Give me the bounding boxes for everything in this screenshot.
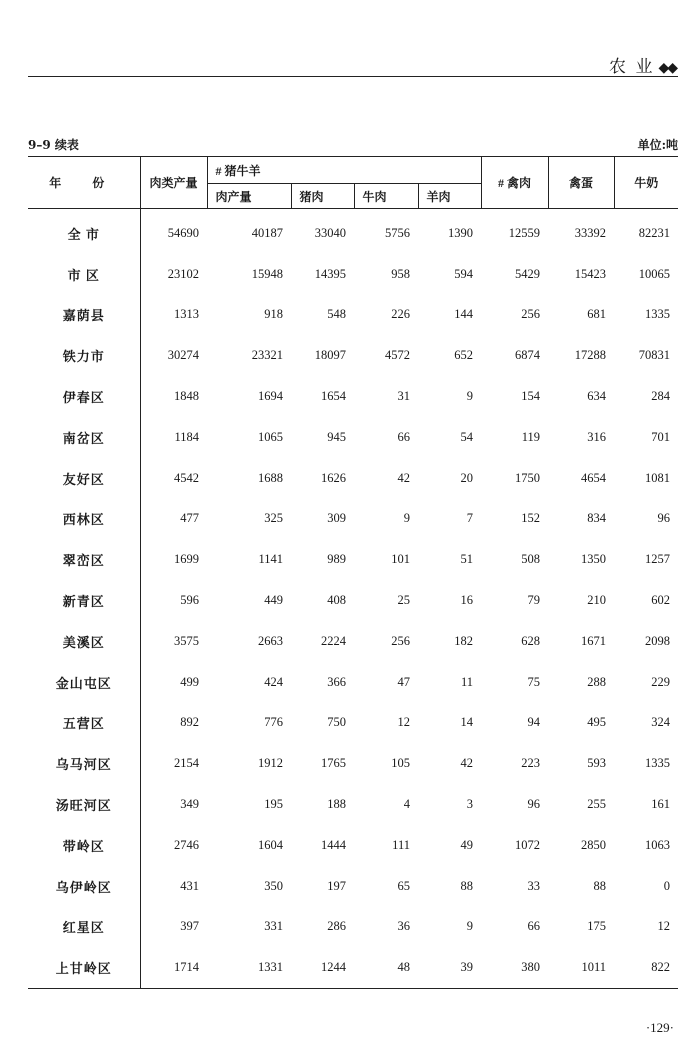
table-cell: 25 [397, 593, 410, 608]
table-cell: 94 [527, 715, 541, 730]
table-cell: 1626 [321, 470, 346, 485]
table-cell: 1313 [174, 307, 199, 322]
table-cell: 51 [460, 552, 474, 567]
table-cell: 284 [651, 389, 671, 404]
table-cell: 602 [651, 593, 671, 608]
table-cell: 255 [587, 797, 607, 812]
table-cell: 288 [587, 674, 607, 689]
table-cell: 834 [587, 511, 607, 526]
row-region: 友好区 [28, 458, 140, 499]
table-cell: 350 [264, 878, 283, 893]
row-region: 金山屯区 [28, 662, 140, 703]
table-cell: 223 [521, 756, 541, 771]
table-row [28, 209, 678, 254]
table-cell: 31 [397, 389, 410, 404]
header-milk: 牛奶 [614, 157, 678, 209]
table-cell: 256 [521, 307, 541, 322]
header-beef: 牛肉 [354, 184, 418, 209]
table-cell: 634 [587, 389, 607, 404]
table-cell: 349 [180, 797, 199, 812]
table-row [28, 703, 678, 744]
table-cell: 1072 [515, 837, 541, 852]
table-cell: 105 [391, 756, 410, 771]
table-cell: 47 [397, 674, 410, 689]
table-cell: 12 [397, 715, 410, 730]
header-meat-total: 肉类产量 [140, 157, 207, 209]
table-cell: 1604 [258, 837, 283, 852]
table-cell: 2850 [581, 837, 607, 852]
table-row [28, 417, 678, 458]
table-cell: 33 [527, 878, 541, 893]
table-cell: 366 [327, 674, 346, 689]
table-cell: 33392 [574, 225, 607, 240]
table-cell: 945 [327, 429, 346, 444]
table-cell: 88 [460, 878, 474, 893]
table-cell: 4 [403, 797, 410, 812]
page-number: ·129· [645, 1020, 674, 1035]
table-cell: 82231 [638, 225, 671, 240]
table-cell: 9 [466, 919, 474, 934]
row-region: 带岭区 [28, 825, 140, 866]
table-cell: 324 [651, 715, 671, 730]
table-cell: 380 [481, 947, 548, 988]
row-region: 上甘岭区 [28, 947, 140, 988]
row-region: 乌马河区 [28, 743, 140, 784]
table-cell: 1688 [258, 470, 283, 485]
table-cell: 449 [264, 593, 283, 608]
table-cell: 15948 [251, 266, 283, 281]
table-cell: 1390 [448, 225, 474, 240]
table-cell: 499 [180, 674, 199, 689]
table-cell: 652 [454, 348, 474, 363]
table-cell: 54690 [167, 225, 199, 240]
table-row [28, 784, 678, 825]
table-cell: 14395 [314, 266, 346, 281]
table-cell: 1714 [140, 947, 207, 988]
table-cell: 111 [392, 837, 410, 852]
table-cell: 1694 [258, 389, 283, 404]
table-cell: 0 [663, 878, 671, 893]
table-cell: 1699 [174, 552, 199, 567]
table-cell: 23102 [167, 266, 199, 281]
table-cell: 9 [403, 511, 410, 526]
table-cell: 2224 [321, 633, 346, 648]
table-cell: 65 [397, 878, 410, 893]
row-region: 新青区 [28, 580, 140, 621]
table-cell: 10065 [638, 266, 671, 281]
section-title: 农 业 [609, 57, 655, 77]
table-cell: 309 [327, 511, 346, 526]
table-cell: 154 [521, 389, 541, 404]
table-cell: 750 [327, 715, 346, 730]
table-cell: 195 [264, 797, 283, 812]
row-region: 美溪区 [28, 621, 140, 662]
table-cell: 6874 [515, 348, 541, 363]
table-cell: 397 [180, 919, 199, 934]
table-row [28, 499, 678, 540]
table-cell: 79 [527, 593, 541, 608]
table-cell: 3 [466, 797, 474, 812]
row-region: 汤旺河区 [28, 784, 140, 825]
table-cell: 1848 [174, 389, 199, 404]
table-unit: 单位:吨 [637, 138, 678, 152]
table-row [28, 621, 678, 662]
table-cell: 33040 [314, 225, 346, 240]
table-cell: 12 [657, 919, 671, 934]
table-cell: 2098 [645, 633, 671, 648]
table-cell: 593 [587, 756, 607, 771]
table-cell: 548 [327, 307, 346, 322]
table-cell: 48 [354, 947, 418, 988]
table-cell: 1444 [321, 837, 346, 852]
row-region: 市 区 [28, 254, 140, 295]
row-region: 南岔区 [28, 417, 140, 458]
table-cell: 1184 [174, 429, 199, 444]
running-head [609, 52, 676, 77]
table-cell: 701 [651, 429, 671, 444]
table-row [28, 662, 678, 703]
table-number: 9–9 续表 [28, 138, 79, 152]
table-cell: 5429 [515, 266, 541, 281]
table-cell: 5756 [385, 225, 410, 240]
table-cell: 175 [587, 919, 607, 934]
table-cell: 54 [460, 429, 474, 444]
table-cell: 892 [180, 715, 199, 730]
header-poultry: # 禽肉 [481, 157, 548, 209]
table-cell: 4572 [385, 348, 410, 363]
table-cell: 1081 [645, 470, 671, 485]
table-cell: 20 [460, 470, 474, 485]
table-cell: 596 [180, 593, 199, 608]
row-region: 西林区 [28, 499, 140, 540]
table-cell: 2663 [258, 633, 283, 648]
table-cell: 3575 [174, 633, 199, 648]
table-cell: 1141 [258, 552, 283, 567]
header-pork: 猪肉 [291, 184, 354, 209]
table-cell: 1063 [645, 837, 671, 852]
table-cell: 101 [391, 552, 410, 567]
header-pork-beef-mutton-total: 肉产量 [207, 184, 291, 209]
table-cell: 96 [657, 511, 671, 526]
table-row [28, 335, 678, 376]
table-cell: 229 [651, 674, 671, 689]
table-cell: 70831 [638, 348, 671, 363]
table-row [28, 458, 678, 499]
row-region: 乌伊岭区 [28, 866, 140, 907]
table-cell: 17288 [574, 348, 607, 363]
table-cell: 40187 [251, 225, 283, 240]
table-cell: 15423 [574, 266, 607, 281]
table-cell: 325 [264, 511, 283, 526]
table-cell: 1331 [207, 947, 291, 988]
table-cell: 210 [587, 593, 607, 608]
table-cell: 2154 [174, 756, 199, 771]
table-row [28, 825, 678, 866]
table-cell: 1065 [258, 429, 283, 444]
table-cell: 12559 [508, 225, 541, 240]
table-row [28, 907, 678, 948]
table-cell: 42 [460, 756, 474, 771]
table-cell: 16 [460, 593, 474, 608]
table-cell: 508 [521, 552, 541, 567]
row-region: 嘉荫县 [28, 295, 140, 336]
table-cell: 119 [521, 429, 541, 444]
table-cell: 1750 [515, 470, 541, 485]
header-mutton: 羊肉 [418, 184, 481, 209]
table-cell: 918 [264, 307, 283, 322]
table-cell: 226 [391, 307, 410, 322]
table-cell: 75 [527, 674, 541, 689]
table-cell: 424 [264, 674, 283, 689]
table-cell: 36 [397, 919, 410, 934]
table-cell: 958 [391, 266, 410, 281]
table-row [28, 254, 678, 295]
table-row [28, 580, 678, 621]
table-cell: 66 [527, 919, 541, 934]
table-cell: 1765 [321, 756, 346, 771]
table-cell: 66 [397, 429, 410, 444]
table-row [28, 743, 678, 784]
statistics-table [28, 156, 678, 989]
table-cell: 88 [593, 878, 607, 893]
row-region: 伊春区 [28, 376, 140, 417]
row-region: 五营区 [28, 703, 140, 744]
table-cell: 23321 [251, 348, 283, 363]
table-cell: 1257 [645, 552, 671, 567]
table-cell: 477 [180, 511, 199, 526]
table-cell: 822 [614, 947, 678, 988]
table-cell: 989 [327, 552, 346, 567]
table-row [28, 947, 678, 988]
header-pork-beef-mutton-group: # 猪牛羊 [207, 157, 481, 184]
table-cell: 1654 [321, 389, 346, 404]
table-cell: 1671 [581, 633, 607, 648]
table-cell: 286 [327, 919, 346, 934]
header-rule [28, 76, 678, 77]
table-cell: 331 [264, 919, 283, 934]
table-cell: 96 [527, 797, 541, 812]
table-cell: 431 [180, 878, 199, 893]
table-cell: 14 [460, 715, 474, 730]
table-cell: 11 [460, 674, 474, 689]
table-cell: 408 [327, 593, 346, 608]
table-cell: 776 [264, 715, 283, 730]
row-region: 红星区 [28, 907, 140, 948]
row-region: 全 市 [28, 209, 140, 254]
table-cell: 1335 [645, 756, 671, 771]
table-cell: 49 [460, 837, 474, 852]
table-row [28, 295, 678, 336]
table-cell: 9 [466, 389, 474, 404]
table-cell: 144 [454, 307, 474, 322]
table-cell: 30274 [167, 348, 199, 363]
table-cell: 4542 [174, 470, 199, 485]
table-cell: 1244 [291, 947, 354, 988]
table-cell: 628 [521, 633, 541, 648]
header-eggs: 禽蛋 [548, 157, 614, 209]
table-cell: 7 [466, 511, 474, 526]
row-region: 翠峦区 [28, 539, 140, 580]
table-cell: 42 [397, 470, 410, 485]
table-cell: 152 [521, 511, 541, 526]
table-cell: 182 [454, 633, 474, 648]
table-cell: 161 [651, 797, 671, 812]
table-cell: 495 [587, 715, 607, 730]
table-cell: 4654 [581, 470, 607, 485]
table-cell: 39 [418, 947, 481, 988]
table-row [28, 539, 678, 580]
diamond-ornament-icon: ◆◆ [658, 60, 676, 76]
table-row [28, 866, 678, 907]
table-cell: 1335 [645, 307, 671, 322]
table-body [28, 209, 678, 989]
table-cell: 1350 [581, 552, 607, 567]
header-year: 年 份 [28, 157, 140, 209]
table-cell: 681 [587, 307, 607, 322]
table-cell: 197 [327, 878, 346, 893]
table-cell: 2746 [174, 837, 199, 852]
table-cell: 256 [391, 633, 410, 648]
table-cell: 594 [454, 266, 474, 281]
table-cell: 18097 [314, 348, 346, 363]
table-cell: 1011 [548, 947, 614, 988]
table-cell: 188 [327, 797, 346, 812]
row-region: 铁力市 [28, 335, 140, 376]
table-cell: 1912 [258, 756, 283, 771]
table-cell: 316 [587, 429, 607, 444]
table-row [28, 376, 678, 417]
